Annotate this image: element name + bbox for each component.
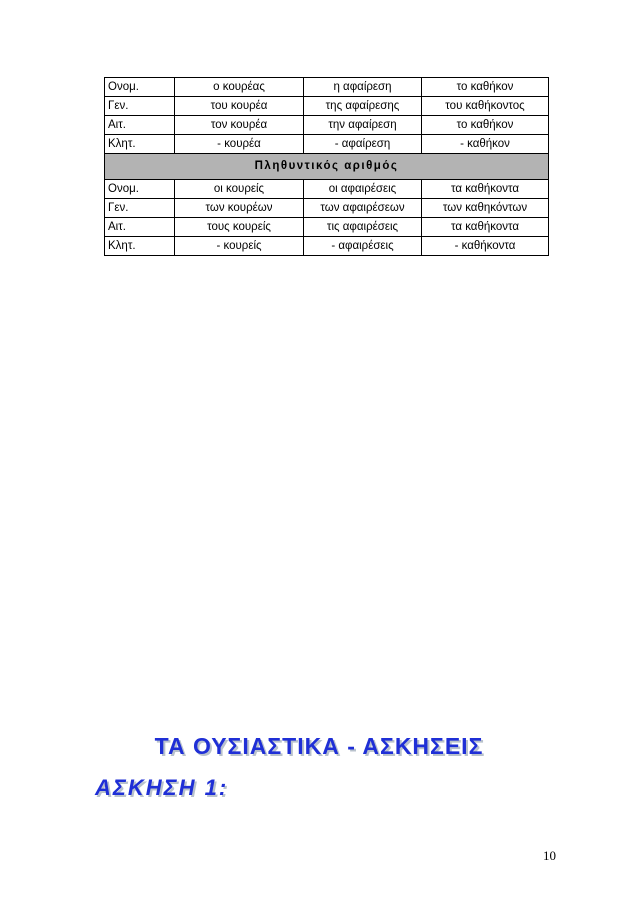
case-label: Ονομ. [105,78,175,97]
table-row [105,180,549,199]
noun-form: οι αφαιρέσεις [304,180,422,199]
table-row [105,237,549,256]
noun-form: τον κουρέα [175,116,304,135]
table-row [105,135,549,154]
noun-form: οι κουρείς [175,180,304,199]
noun-form: - αφαιρέσεις [304,237,422,256]
case-label: Αιτ. [105,218,175,237]
table-row [105,116,549,135]
plural-section-row [105,154,549,180]
case-label: Γεν. [105,199,175,218]
noun-form: του καθήκοντος [422,97,549,116]
section-title-wordart: ΤΑ ΟΥΣΙΑΣΤΙΚΑ - ΑΣΚΗΣΕΙΣ [154,733,484,759]
case-label: Ονομ. [105,180,175,199]
noun-form: τους κουρείς [175,218,304,237]
exercise-heading-wordart: ΑΣΚΗΣΗ 1: [95,775,229,800]
table-row [105,199,549,218]
noun-form: η αφαίρεση [304,78,422,97]
declension-table [104,77,549,256]
noun-form: το καθήκον [422,78,549,97]
noun-form: - καθήκοντα [422,237,549,256]
case-label: Γεν. [105,97,175,116]
noun-form: της αφαίρεσης [304,97,422,116]
noun-form: των κουρέων [175,199,304,218]
plural-section-heading: Πληθυντικός αριθμός [105,154,549,180]
noun-form: - αφαίρεση [304,135,422,154]
noun-form: τις αφαιρέσεις [304,218,422,237]
noun-form: - κουρέα [175,135,304,154]
noun-form: - καθήκον [422,135,549,154]
noun-form: τα καθήκοντα [422,180,549,199]
table-row [105,97,549,116]
case-label: Αιτ. [105,116,175,135]
noun-form: - κουρείς [175,237,304,256]
noun-form: την αφαίρεση [304,116,422,135]
table-row [105,78,549,97]
noun-form: το καθήκον [422,116,549,135]
noun-form: των αφαιρέσεων [304,199,422,218]
noun-form: τα καθήκοντα [422,218,549,237]
noun-form: ο κουρέας [175,78,304,97]
case-label: Κλητ. [105,135,175,154]
page-number: 10 [543,848,556,863]
noun-form: των καθηκόντων [422,199,549,218]
case-label: Κλητ. [105,237,175,256]
noun-form: του κουρέα [175,97,304,116]
table-row [105,218,549,237]
